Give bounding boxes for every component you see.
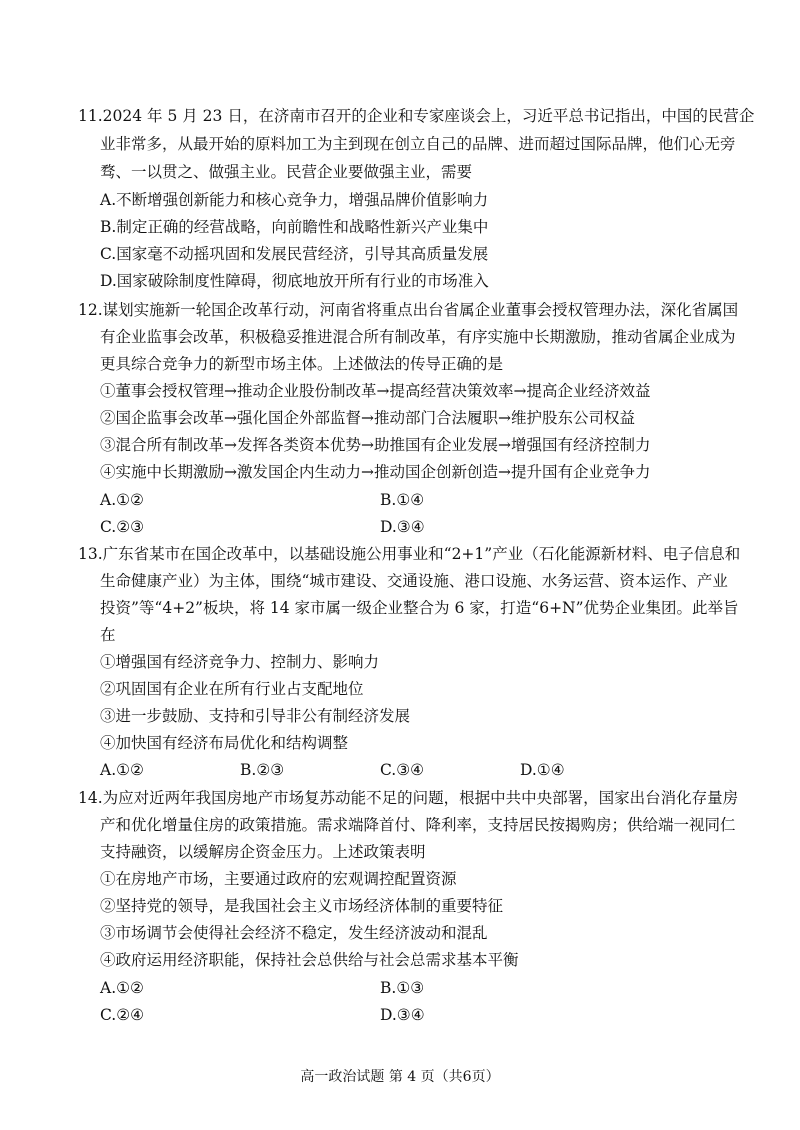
q12-item-1: ①董事会授权管理→推动企业股份制改革→提高经营决策效率→提高企业经济效益 [100,382,651,400]
q11-stem-line: 骛、一以贯之、做强主业。民营企业要做强主业，需要 [100,163,473,181]
q12-option-a: A.①② [100,491,144,509]
q13-item-1: ①增强国有经济竞争力、控制力、影响力 [100,653,380,671]
q11-option-c: C.国家毫不动摇巩固和发展民营经济，引导其高质量发展 [100,245,489,263]
q13-stem-line: 生命健康产业）为主体，围绕“城市建设、交通设施、港口设施、水务运营、资本运作、产业 [100,572,728,590]
q12-option-c: C.②③ [100,518,145,536]
q13-option-a: A.①② [100,761,144,779]
q14-item-4: ④政府运用经济职能，保持社会总供给与社会总需求基本平衡 [100,951,519,969]
q13-item-3: ③进一步鼓励、支持和引导非公有制经济发展 [100,707,411,725]
q14-item-3: ③市场调节会使得社会经济不稳定，发生经济波动和混乱 [100,924,488,942]
q14-option-d: D.③④ [380,1006,425,1024]
q13-option-b: B.②③ [240,761,285,779]
q12-option-b: B.①④ [380,491,425,509]
q13-item-4: ④加快国有经济布局优化和结构调整 [100,734,349,752]
q14-item-2: ②坚持党的领导，是我国社会主义市场经济体制的重要特征 [100,897,504,915]
q14-item-1: ①在房地产市场，主要通过政府的宏观调控配置资源 [100,870,457,888]
page-footer: 高一政治试题 第 4 页（共6页） [300,1069,500,1085]
q13-stem-line: 13.广东省某市在国企改革中，以基础设施公用事业和“2+1”产业（石化能源新材料、电子信息和 [78,545,741,563]
q12-stem-line: 12.谋划实施新一轮国企改革行动，河南省将重点出台省属企业董事会授权管理办法，深化省属国 [78,301,739,319]
q11-option-a: A.不断增强创新能力和核心竞争力，增强品牌价值影响力 [100,191,489,209]
q13-item-2: ②巩固国有企业在所有行业占支配地位 [100,680,364,698]
q12-item-2: ②国企监事会改革→强化国企外部监督→推动部门合法履职→维护股东公司权益 [100,409,635,427]
q11-stem-line: 11.2024 年 5 月 23 日，在济南市召开的企业和专家座谈会上，习近平总书记指出，中国的民营企 [78,107,755,125]
q13-option-d: D.①④ [520,761,565,779]
q13-stem-line: 在 [100,626,116,644]
q12-item-3: ③混合所有制改革→发挥各类资本优势→助推国有企业发展→增强国有经济控制力 [100,436,651,454]
q11-stem-line: 业非常多，从最开始的原料加工为主到现在创立自己的品牌、进而超过国际品牌，他们心无旁 [100,135,736,153]
q11-option-b: B.制定正确的经营战略，向前瞻性和战略性新兴产业集中 [100,218,489,236]
q13-option-c: C.③④ [380,761,425,779]
q14-stem-line: 14.为应对近两年我国房地产市场复苏动能不足的问题，根据中共中央部署，国家出台消化存量房 [78,789,739,807]
q14-option-a: A.①② [100,979,144,997]
q14-option-c: C.②④ [100,1006,145,1024]
q12-item-4: ④实施中长期激励→激发国企内生动力→推动国企创新创造→提升国有企业竞争力 [100,463,651,481]
q11-option-d: D.国家破除制度性障碍，彻底地放开所有行业的市场准入 [100,272,489,290]
q12-option-d: D.③④ [380,518,425,536]
q12-stem-line: 更具综合竞争力的新型市场主体。上述做法的传导正确的是 [100,355,504,373]
q14-stem-line: 支持融资，以缓解房企资金压力。上述政策表明 [100,843,426,861]
q14-option-b: B.①③ [380,979,425,997]
q13-stem-line: 投资”等“4+2”板块，将 14 家市属一级企业整合为 6 家，打造“6+N”优势企业集团。此举旨 [100,599,739,617]
q12-stem-line: 有企业监事会改革，积极稳妥推进混合所有制改革，有序实施中长期激励，推动省属企业成为 [100,328,736,346]
q14-stem-line: 产和优化增量住房的政策措施。需求端降首付、降利率，支持居民按揭购房；供给端一视同仁 [100,816,736,834]
